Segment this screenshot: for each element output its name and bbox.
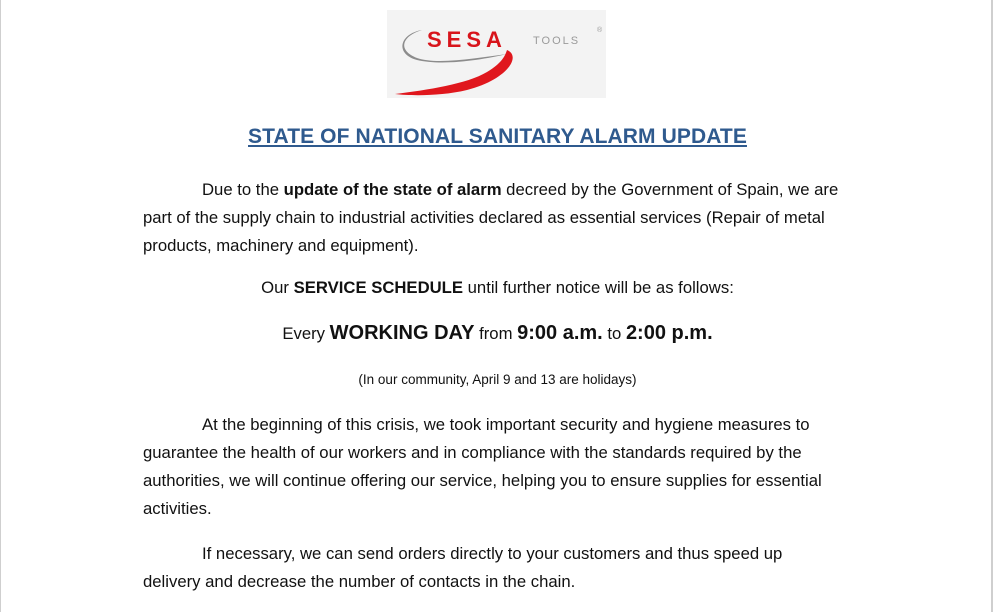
- paragraph1-bold: update of the state of alarm: [283, 180, 502, 199]
- hours-working-day: WORKING DAY: [329, 322, 475, 344]
- hours-end-time: 2:00 p.m.: [625, 322, 713, 344]
- logo-brand-text: SESA: [427, 27, 507, 52]
- sesa-tools-logo: [387, 10, 606, 98]
- page-title: STATE OF NATIONAL SANITARY ALARM UPDATE: [248, 125, 747, 148]
- paragraph-state-of-alarm: [143, 176, 843, 260]
- hours-to: to: [602, 324, 626, 343]
- schedule-suffix: until further notice will be as follows:: [463, 278, 734, 297]
- schedule-prefix: Our: [261, 278, 294, 297]
- page-border-right: [991, 0, 993, 612]
- paragraph1-part1: Due to the: [202, 180, 284, 199]
- paragraph2-text: At the beginning of this crisis, we took important security and hygiene measures to guarantee the health of our workers and in compliance with the standards required by the authorities, we will continue offering our service, helping you to ensure supplies for essential activities.: [143, 415, 822, 518]
- paragraph-security-measures: [143, 411, 843, 523]
- hours-every: Every: [282, 324, 330, 343]
- page-border-left: [0, 0, 1, 612]
- logo-registered-mark: ®: [597, 27, 603, 34]
- paragraph3-text: If necessary, we can send orders directly to your customers and thus speed up delivery and decrease the number of contacts in the chain.: [143, 544, 783, 591]
- service-schedule-line: [0, 278, 995, 298]
- paragraph1-part2: decreed by the Government of Spain, we are part of the supply chain to industrial activities declared as essential services (Repair of metal products, machinery and equipment).: [143, 180, 839, 255]
- hours-start-time: 9:00 a.m.: [517, 322, 603, 344]
- schedule-bold: SERVICE SCHEDULE: [293, 278, 463, 297]
- holiday-note: (In our community, April 9 and 13 are holidays): [358, 372, 637, 387]
- paragraph-direct-shipping: [143, 540, 843, 596]
- hours-from: from: [474, 324, 518, 343]
- working-hours-line: [0, 322, 995, 345]
- logo-suffix-text: TOOLS: [533, 35, 581, 47]
